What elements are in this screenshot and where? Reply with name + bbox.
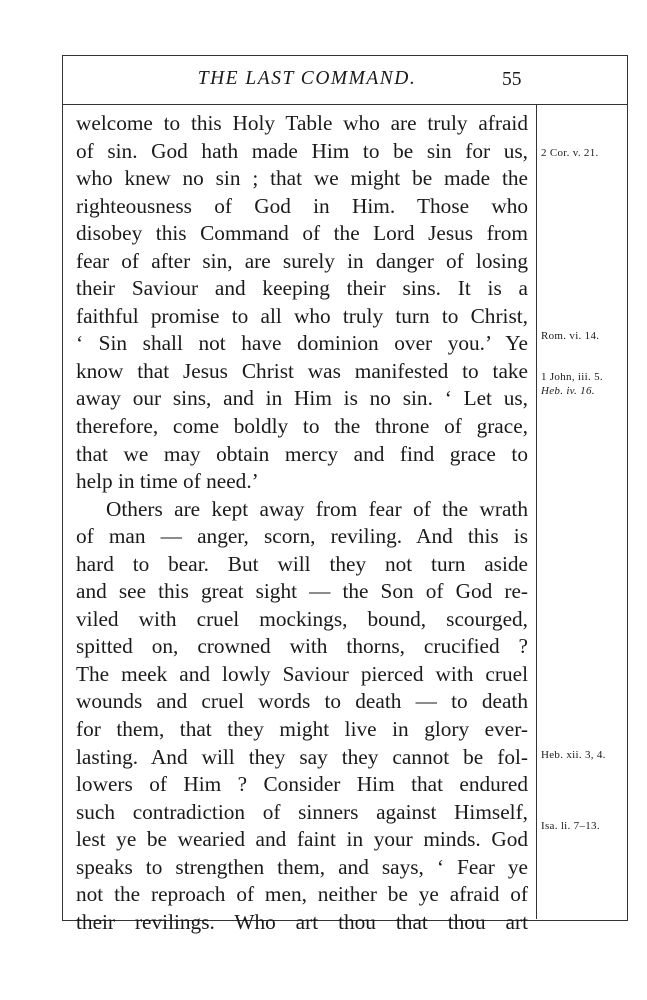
margin-note-heb-xii: Heb. xii. 3, 4.: [541, 749, 606, 761]
margin-note-2cor: 2 Cor. v. 21.: [541, 147, 599, 159]
text-line: faithful promise to all who truly turn to Christ,: [76, 303, 528, 328]
text-line: disobey this Command of the Lord Jesus from: [76, 221, 528, 246]
text-line: viled with cruel mockings, bound, scourged,: [76, 606, 528, 631]
text-line: of man — anger, scorn, reviling. And this is: [76, 524, 528, 549]
text-line: therefore, come boldly to the throne of grace,: [76, 414, 528, 439]
text-line: that we may obtain mercy and find grace to: [76, 441, 528, 466]
text-line: Others are kept away from fear of the wrath: [106, 496, 528, 521]
text-line: The meek and lowly Saviour pierced with cruel: [76, 661, 528, 686]
page-number: 55: [502, 69, 522, 90]
text-line: away our sins, and in Him is no sin. ‘ Let us,: [76, 386, 528, 411]
body-text: [76, 110, 528, 936]
text-line: lowers of Him ? Consider Him that endured: [76, 772, 528, 797]
text-line: spitted on, crowned with thorns, crucified ?: [76, 634, 528, 659]
text-line: who knew no sin ; that we might be made the: [76, 166, 528, 191]
margin-note-rom: Rom. vi. 14.: [541, 330, 600, 342]
margin-note-isa: Isa. li. 7–13.: [541, 820, 600, 832]
text-line: help in time of need.’: [76, 469, 259, 494]
text-line: for them, that they might live in glory ever-: [76, 717, 528, 742]
text-line: such contradiction of sinners against Himself,: [76, 799, 528, 824]
text-line: not the reproach of men, neither be ye afraid of: [76, 882, 528, 907]
text-line: know that Jesus Christ was manifested to take: [76, 358, 528, 383]
text-line: and see this great sight — the Son of God re-: [76, 579, 528, 604]
margin-rule: [536, 104, 537, 919]
running-title: THE LAST COMMAND.: [197, 68, 417, 89]
text-line: wounds and cruel words to death — to death: [76, 689, 528, 714]
text-line: speaks to strengthen them, and says, ‘ Fear ye: [76, 854, 528, 879]
text-line: welcome to this Holy Table who are truly afraid: [76, 111, 528, 135]
text-line: fear of after sin, are surely in danger of losing: [76, 248, 528, 273]
text-line: ‘ Sin shall not have dominion over you.’ Ye: [76, 331, 528, 356]
running-header: [62, 55, 628, 105]
text-line: lest ye be wearied and faint in your minds. God: [76, 827, 528, 852]
margin-note-1john: 1 John, iii. 5.: [541, 371, 603, 383]
text-line: their Saviour and keeping their sins. It is a: [76, 276, 528, 301]
text-line: of sin. God hath made Him to be sin for us,: [76, 138, 528, 163]
text-line: righteousness of God in Him. Those who: [76, 193, 528, 218]
text-line: hard to bear. But will they not turn aside: [76, 551, 528, 576]
text-line: lasting. And will they say they cannot be fol-: [76, 744, 528, 769]
margin-note-heb-iv: Heb. iv. 16.: [541, 385, 595, 397]
text-line: their revilings. Who art thou that thou art: [76, 909, 528, 934]
